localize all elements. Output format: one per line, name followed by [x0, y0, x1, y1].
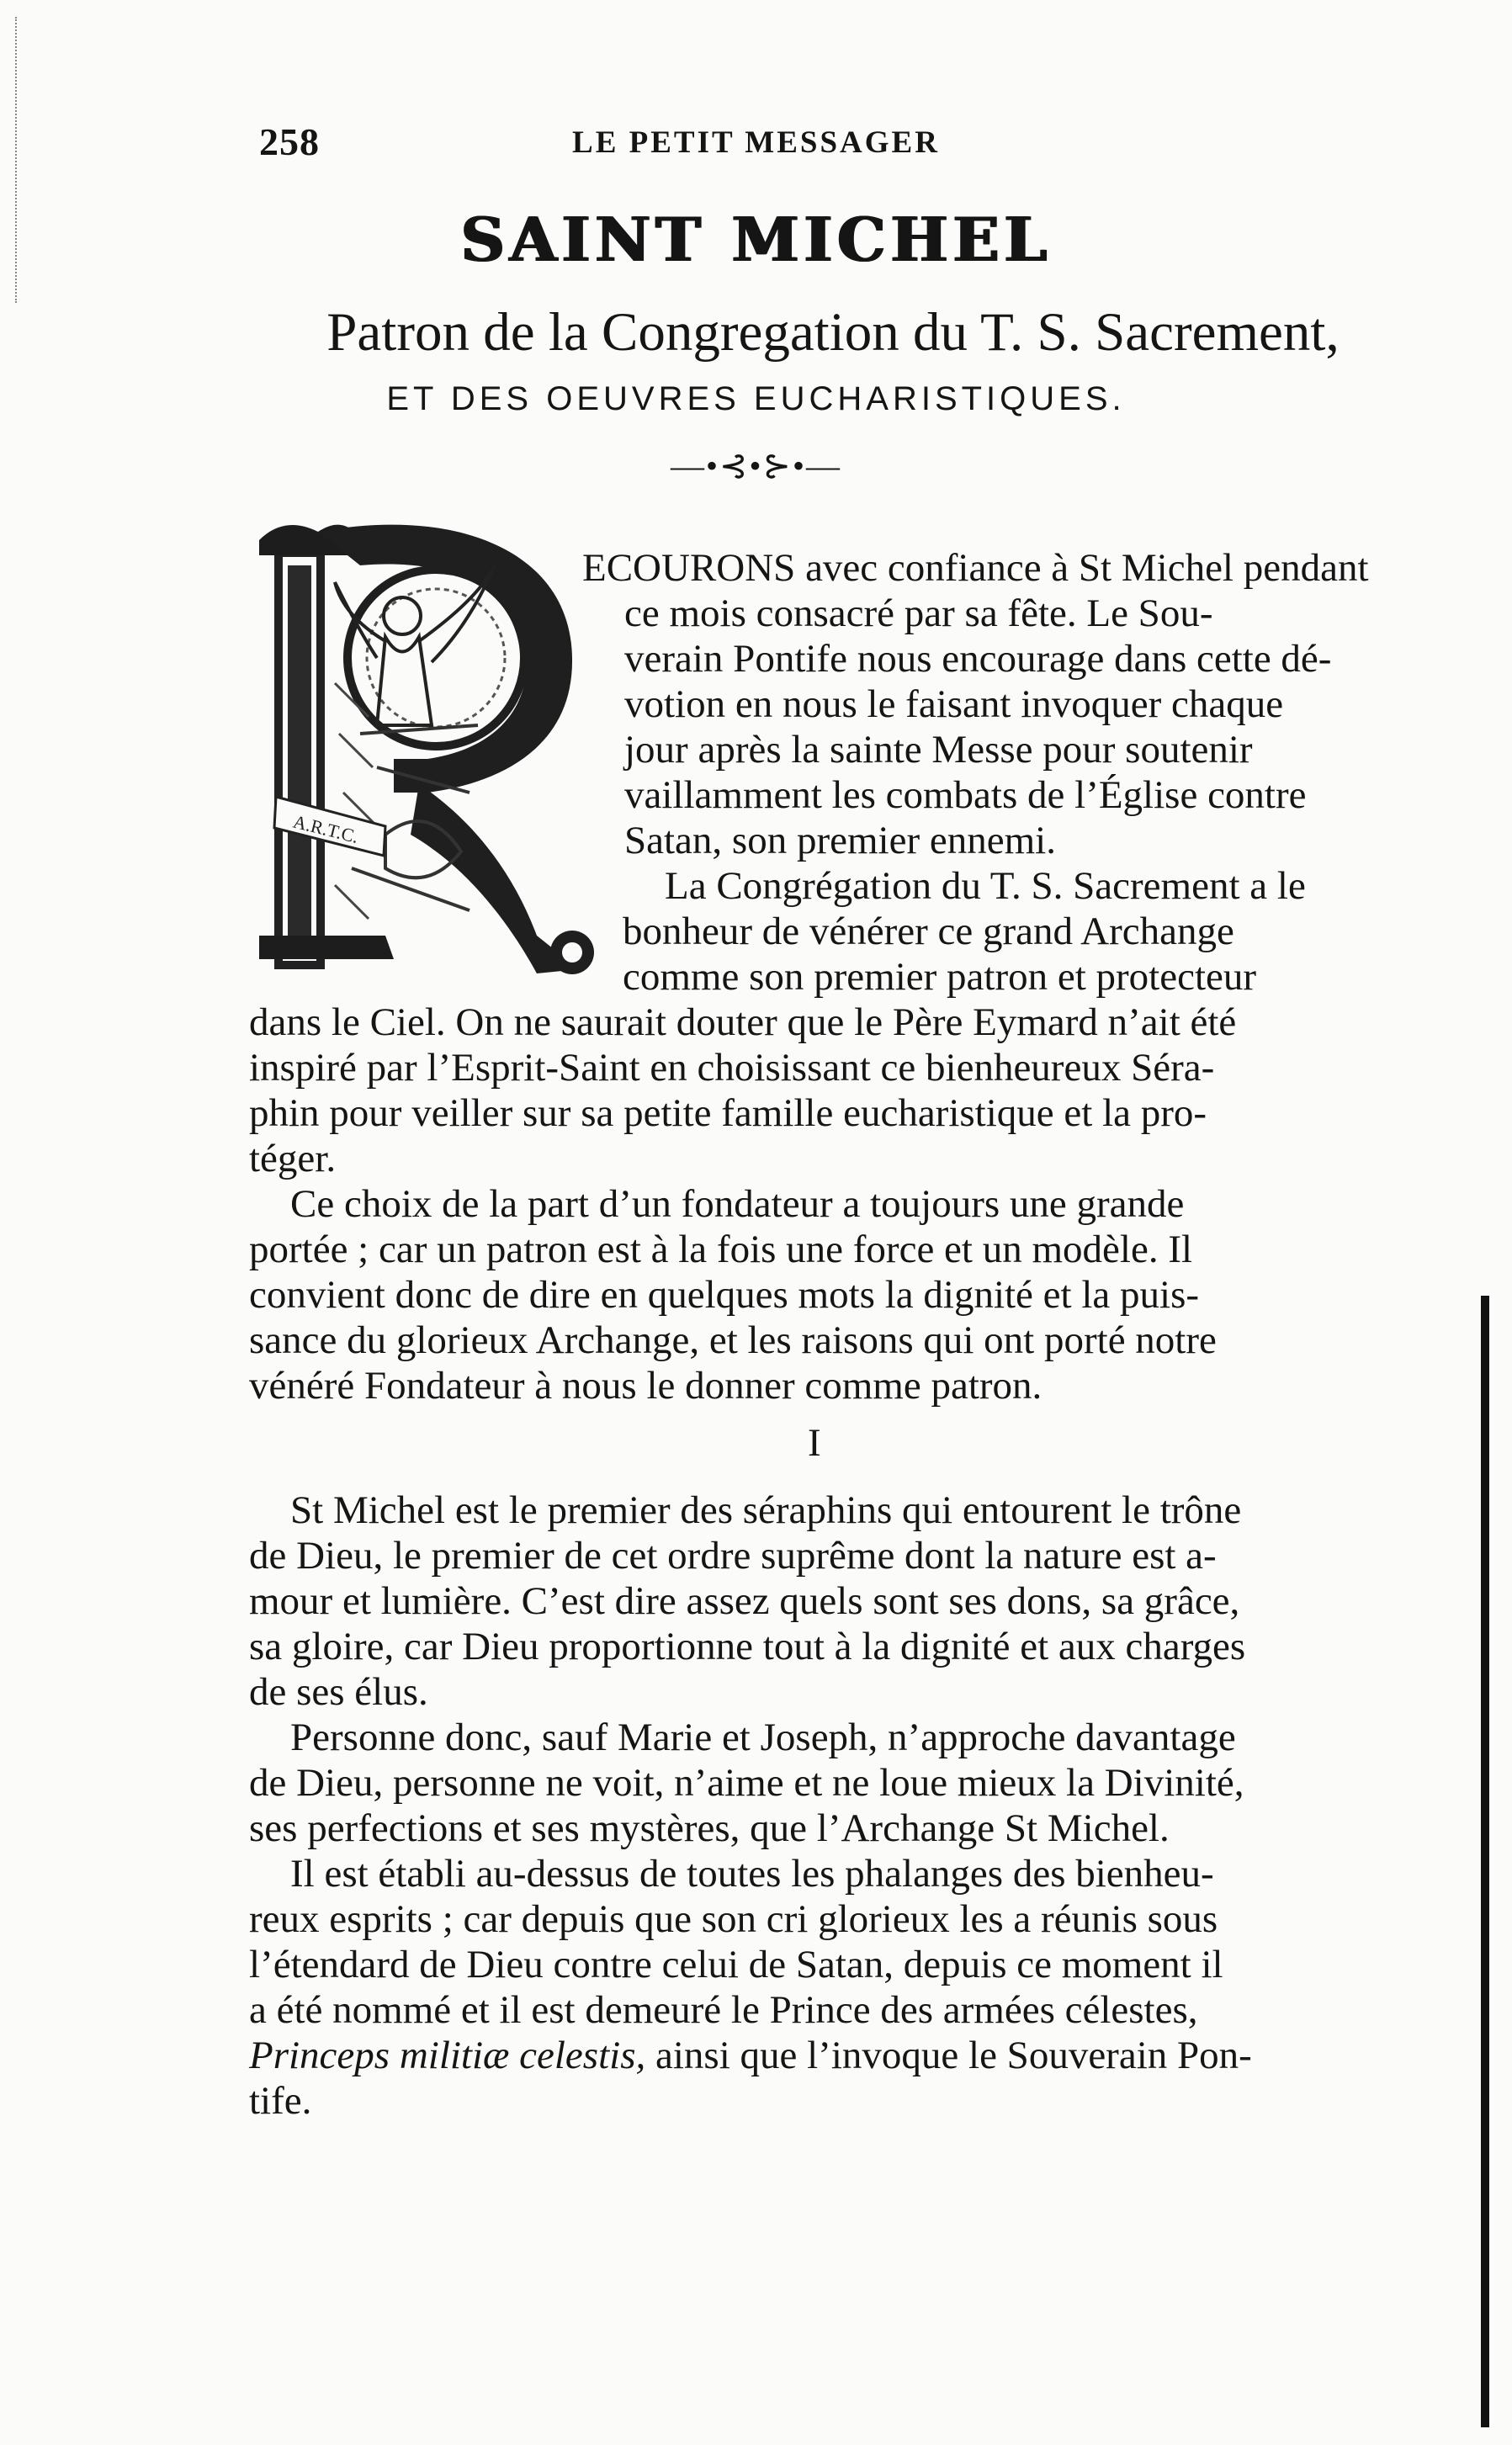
body-line-25: de ses élus. — [249, 1670, 428, 1714]
page-number: 258 — [259, 120, 320, 163]
body-line-2: ce mois consacré par sa fête. Le Sou- — [624, 591, 1213, 635]
illuminated-dropcap — [259, 515, 596, 976]
article-subtitle-second-line: ET DES OEUVRES EUCHARISTIQUES. — [386, 380, 1126, 417]
body-line-17: convient donc de dire en quelques mots la dignité et la puis- — [249, 1273, 1200, 1317]
body-line-7: Satan, son premier ennemi. — [624, 819, 1056, 862]
body-line-19: vénéré Fondateur à nous le donner comme patron. — [249, 1364, 1042, 1408]
body-line-33 — [249, 2033, 1252, 2078]
dropcap-banner-text: A.R.T.C. — [290, 810, 361, 847]
body-line-31: l’étendard de Dieu contre celui de Satan, depuis ce moment il — [249, 1943, 1223, 1986]
dropcap-illustration — [259, 515, 596, 976]
article-subtitle: Patron de la Congregation du T. S. Sacrement, — [326, 302, 1340, 363]
body-line-23: mour et lumière. C’est dire assez quels sont ses dons, sa grâce, — [249, 1579, 1240, 1623]
body-line-28: ses perfections et ses mystères, que l’Archange St Michel. — [249, 1806, 1170, 1850]
page-edge-rule — [1481, 1296, 1489, 2427]
body-line-27: de Dieu, personne ne voit, n’aime et ne loue mieux la Divinité, — [249, 1761, 1244, 1805]
section-numeral: I — [808, 1421, 821, 1465]
body-line-12: inspiré par l’Esprit-Saint en choisissant ce bienheureux Séra- — [249, 1046, 1215, 1090]
body-line-16: portée ; car un patron est à la fois une force et un modèle. Il — [249, 1228, 1193, 1271]
body-line-13: phin pour veiller sur sa petite famille eucharistique et la pro- — [249, 1091, 1207, 1135]
body-line-14: téger. — [249, 1137, 337, 1180]
article-title: SAINT MICHEL — [460, 204, 1052, 275]
body-line-5: jour après la sainte Messe pour soutenir — [624, 728, 1253, 772]
body-line-11: dans le Ciel. On ne saurait douter que le Père Eymard n’ait été — [249, 1000, 1237, 1044]
body-line-33-rest: ainsi que l’invoque le Souverain Pon- — [655, 2034, 1252, 2077]
running-header: LE PETIT MESSAGER — [572, 125, 940, 160]
body-line-21: St Michel est le premier des séraphins qui entourent le trône — [290, 1488, 1242, 1532]
body-line-29: Il est établi au-dessus de toutes les phalanges des bienheu- — [290, 1852, 1214, 1896]
body-line-32: a été nommé et il est demeuré le Prince des armées célestes, — [249, 1988, 1198, 2032]
body-line-30: reux esprits ; car depuis que son cri glorieux les a réunis sous — [249, 1897, 1218, 1941]
body-line-34: tife. — [249, 2079, 312, 2123]
body-line-8: La Congrégation du T. S. Sacrement a le — [665, 864, 1306, 908]
body-line-3: verain Pontife nous encourage dans cette dé- — [624, 637, 1332, 681]
body-line-22: de Dieu, le premier de cet ordre suprême dont la nature est a- — [249, 1534, 1217, 1578]
latin-invocation: Princeps militiæ celestis, — [249, 2034, 646, 2077]
body-line-10: comme son premier patron et protecteur — [623, 955, 1257, 999]
body-line-1: ECOURONS avec confiance à St Michel pendant — [582, 546, 1369, 590]
body-line-15: Ce choix de la part d’un fondateur a toujours une grande — [290, 1182, 1185, 1226]
ornament-divider: —•⊰•⊱•— — [670, 447, 842, 485]
body-line-9: bonheur de vénérer ce grand Archange — [623, 910, 1234, 953]
body-line-6: vaillamment les combats de l’Église contre — [624, 773, 1307, 817]
body-line-4: votion en nous le faisant invoquer chaque — [624, 682, 1284, 726]
body-line-26: Personne donc, sauf Marie et Joseph, n’approche davantage — [290, 1716, 1236, 1759]
body-line-24: sa gloire, car Dieu proportionne tout à la dignité et aux charges — [249, 1625, 1246, 1668]
body-line-18: sance du glorieux Archange, et les raisons qui ont porté notre — [249, 1318, 1217, 1362]
